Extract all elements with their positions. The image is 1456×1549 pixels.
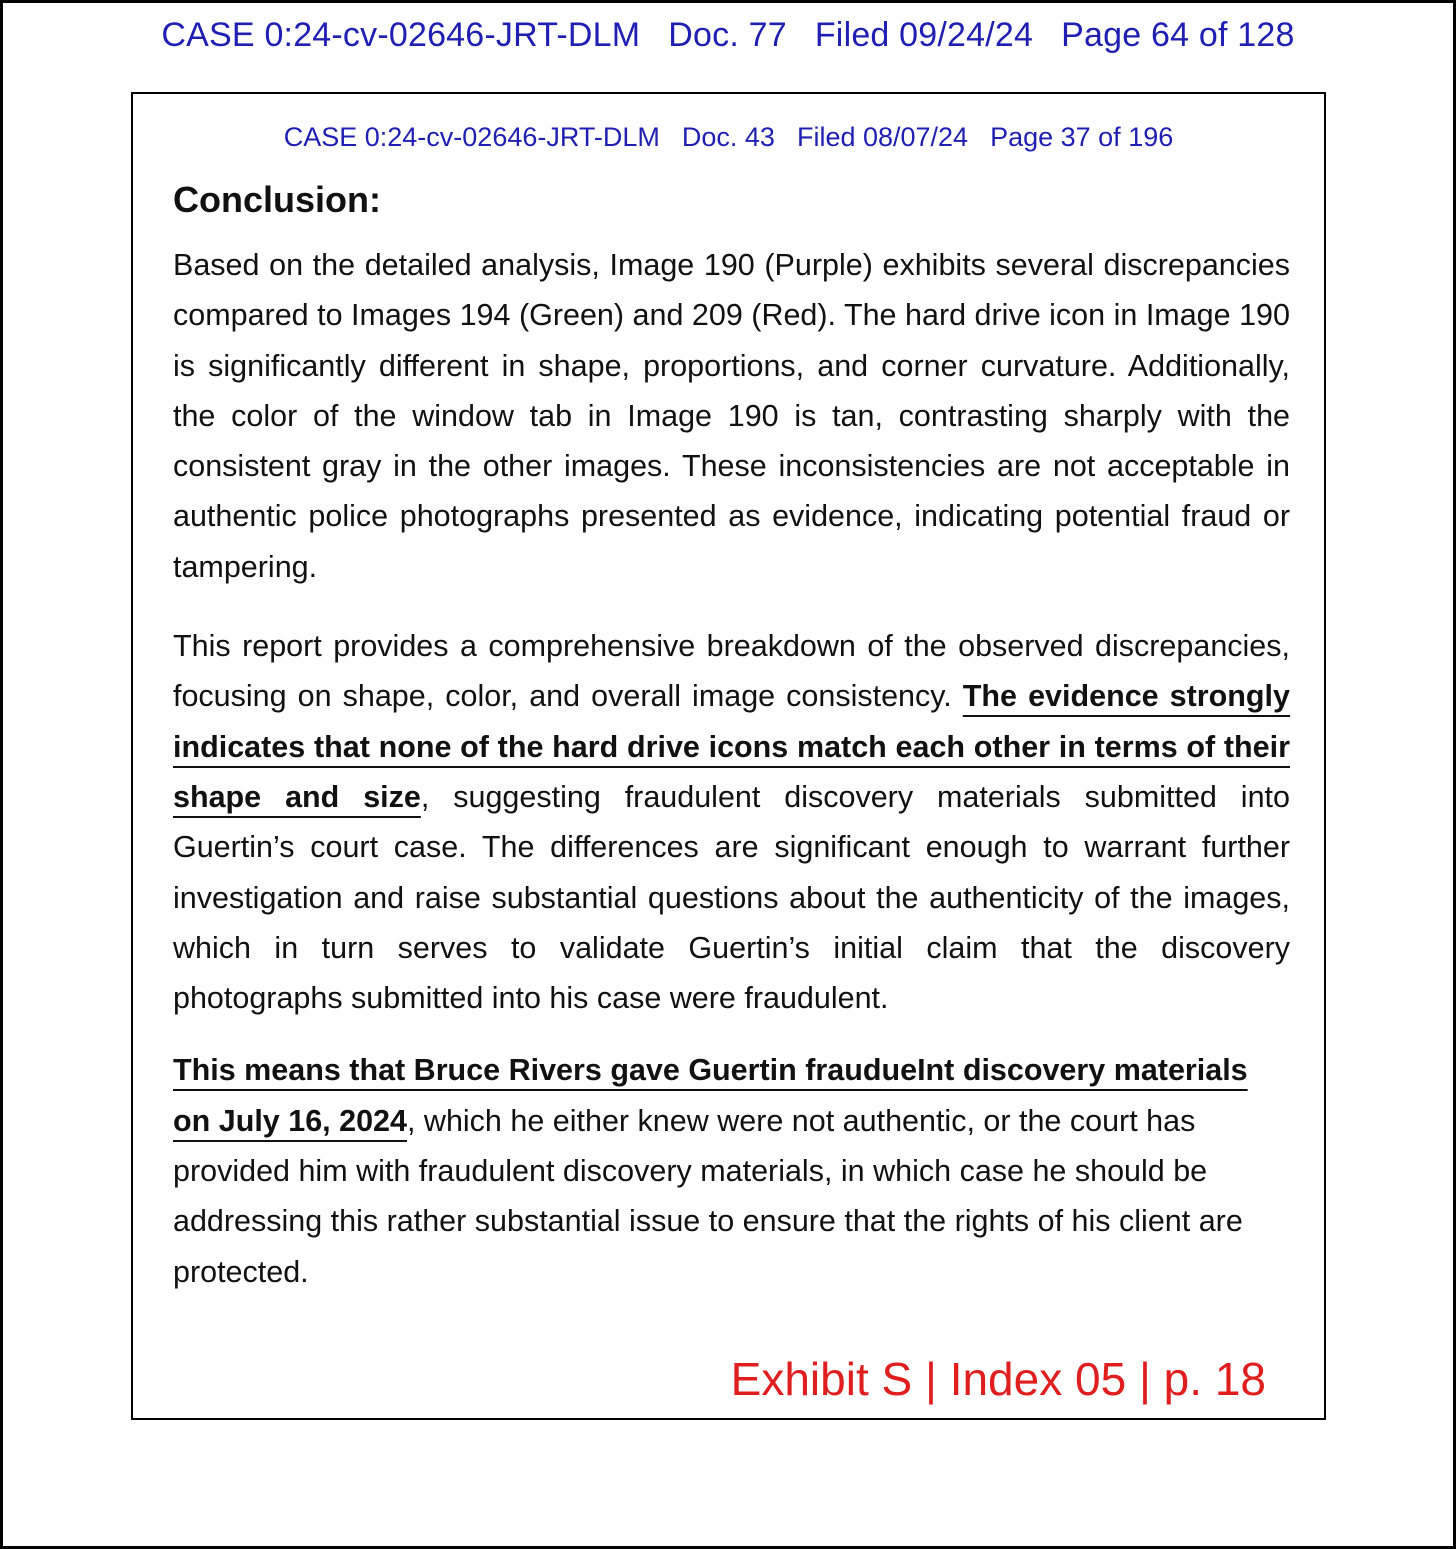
paragraph-rivers-rest: , which he either knew were not authentic, or the court has provided him with fraudulent discovery materials, in which case he should be addressing this rather substantial issue to ensure that the rights of his client are protected. bbox=[173, 1103, 1243, 1289]
paragraph-rivers bbox=[173, 1045, 1290, 1296]
inner-case-header bbox=[133, 122, 1324, 153]
inner-filed-date: Filed 08/07/24 bbox=[796, 122, 969, 152]
exhibit-box bbox=[131, 92, 1326, 1420]
outer-doc-number: Doc. 77 bbox=[668, 16, 787, 54]
paragraph-analysis: Based on the detailed analysis, Image 190 (Purple) exhibits several discrepancies compared to Images 194 (Green) and 209 (Red). The hard drive icon in Image 190 is significantly different in shape, proportions, and corner curvature. Additionally, the color of the window tab in Image 190 is tan, contrasting sharply with the consistent gray in the other images. These inconsistencies are not acceptable in authentic police photographs presented as evidence, indicating potential fraud or tampering. bbox=[173, 248, 1290, 584]
exhibit-label: Exhibit S | Index 05 | p. 18 bbox=[730, 1353, 1266, 1405]
outer-page-number: Page 64 of 128 bbox=[1061, 16, 1295, 54]
inner-page-number: Page 37 of 196 bbox=[990, 122, 1174, 152]
paragraph-rivers-emphasis: This means that Bruce Rivers gave Guertin fraudueInt discovery materials on July 16, 2024 bbox=[173, 1053, 1248, 1138]
paragraph-report-emphasis: The evidence strongly indicates that none of the hard drive icons match each other in terms of their shape and size bbox=[173, 679, 1290, 814]
inner-doc-number: Doc. 43 bbox=[681, 122, 775, 152]
paragraph-report-rest: , suggesting fraudulent discovery materials submitted into Guertin’s court case. The differences are significant enough to warrant further investigation and raise substantial questions about the authenticity of the images, which in turn serves to validate Guertin’s initial claim that the discovery photographs submitted into his case were fraudulent. bbox=[173, 779, 1290, 1016]
outer-case-number: CASE 0:24-cv-02646-JRT-DLM bbox=[161, 16, 641, 54]
paragraph-report bbox=[173, 621, 1290, 1023]
conclusion-heading: Conclusion: bbox=[173, 179, 381, 220]
outer-case-header bbox=[0, 16, 1456, 55]
inner-case-number: CASE 0:24-cv-02646-JRT-DLM bbox=[283, 122, 660, 152]
document-body bbox=[173, 174, 1290, 1297]
paragraph-report-lead: This report provides a comprehensive breakdown of the observed discrepancies, focusing on shape, color, and overall image consistency. bbox=[173, 629, 1290, 714]
outer-filed-date: Filed 09/24/24 bbox=[814, 16, 1034, 54]
